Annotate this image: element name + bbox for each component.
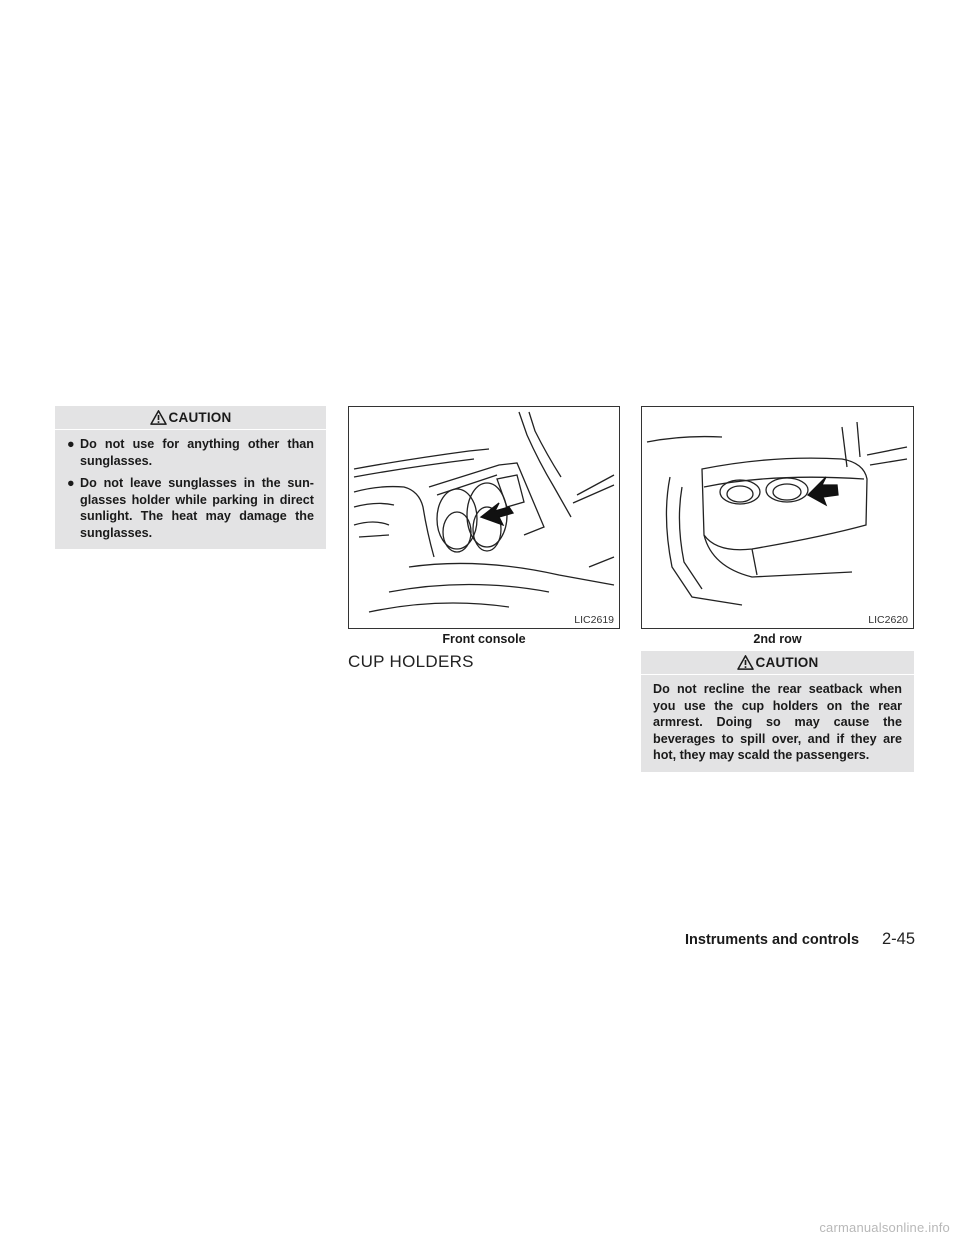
caution-header [641, 651, 914, 675]
caution-item-text: Do not leave sunglasses in the sun-glasses holder while parking in direct sunlight. The heat may damage the sunglasses. [80, 476, 314, 540]
front-console-illustration [349, 407, 619, 628]
figure-caption: 2nd row [753, 632, 802, 646]
figure-2nd-row [641, 406, 914, 629]
caution-header [55, 406, 326, 430]
list-item: ● Do not use for anything other than sunglasses. [67, 437, 314, 468]
figure-front-console [348, 406, 620, 629]
arrow-pointer-icon [808, 477, 838, 505]
caution-box-sunglasses [55, 406, 326, 549]
list-item: ● Do not leave sunglasses in the sun-glasses holder while parking in direct sunlight. The heat may damage the sunglasses. [67, 476, 314, 540]
warning-triangle-icon [150, 410, 167, 425]
page-number: 2-45 [882, 930, 916, 948]
figure-id: LIC2619 [574, 614, 614, 626]
figure-caption: Front console [442, 632, 526, 646]
caution-box-cup-holders [641, 651, 914, 772]
warning-triangle-icon [737, 655, 754, 670]
section-title: CUP HOLDERS [348, 652, 474, 671]
rear-armrest-illustration [642, 407, 913, 628]
chapter-title: Instruments and controls [685, 932, 860, 948]
caution-heading: CAUTION [755, 655, 819, 670]
caution-text: Do not recline the rear seatback when you use the cup holders on the rear armrest. Doing so may cause the beverages to spill over, and if they are hot, they may scald the passengers. [653, 682, 902, 762]
caution-heading: CAUTION [168, 410, 232, 425]
watermark: carmanualsonline.info [819, 1220, 950, 1235]
figure-id: LIC2620 [868, 614, 908, 626]
caution-item-text: Do not use for anything other than sunglasses. [80, 437, 314, 468]
